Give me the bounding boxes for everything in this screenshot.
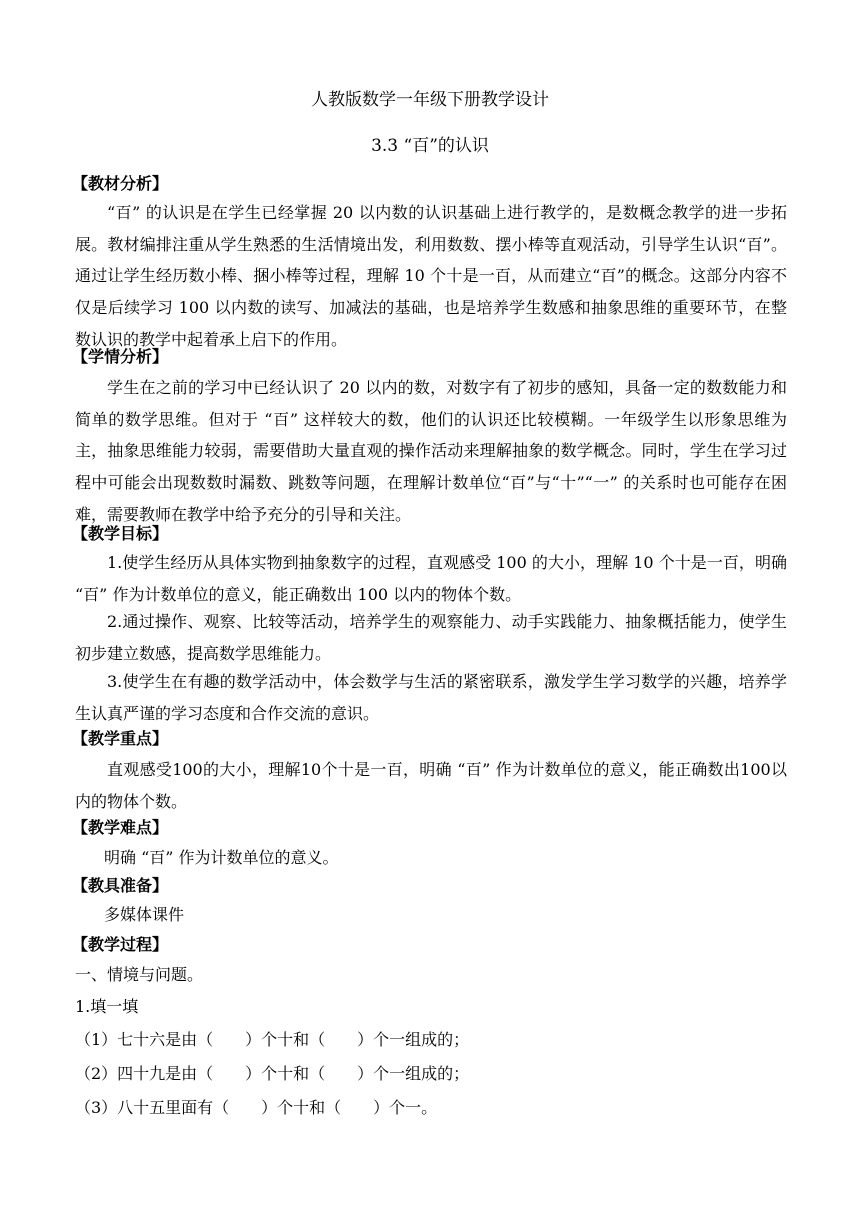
paragraph-student-analysis: 学生在之前的学习中已经认识了 20 以内的数，对数字有了初步的感知，具备一定的数数能力和简单的数学思维。但对于 “百” 这样较大的数，他们的认识还比较模糊。一年级学生以形象思维为主，抽象思维能力较弱，需要借助大量直观的操作活动来理解抽象的数学概念。同时，学生在学习过程中可能会出现数数时漏数、跳数等问题，在理解计数单位“百”与“十”“一” 的关系时也可能存在困难，需要教师在教学中给予充分的引导和关注。 (75, 378, 787, 524)
process-step-1: 一、情境与问题。 (75, 965, 204, 984)
fill-item-1: （1）七十六是由（ ）个十和（ ）个一组成的； (75, 1030, 470, 1049)
fill-item-3: （3）八十五里面有（ ）个十和（ ）个一。 (75, 1098, 438, 1117)
paragraph-materials: 多媒体课件 (104, 905, 185, 924)
process-task-1: 1.填一填 (75, 997, 139, 1016)
fill-item-2: （2）四十九是由（ ）个十和（ ）个一组成的； (75, 1064, 470, 1083)
document-title: 人教版数学一年级下册教学设计 (311, 90, 549, 110)
objective-item-3: 3.使学生在有趣的数学活动中，体会数学与生活的紧密联系，激发学生学习数学的兴趣，培养学生认真严谨的学习态度和合作交流的意识。 (75, 672, 787, 723)
heading-process: 【教学过程】 (72, 935, 169, 954)
heading-key-points: 【教学重点】 (72, 729, 169, 748)
heading-materials: 【教具准备】 (72, 876, 169, 895)
heading-objectives: 【教学目标】 (72, 524, 169, 543)
paragraph-textbook-analysis: “百” 的认识是在学生已经掌握 20 以内数的认识基础上进行教学的，是数概念教学的进一步拓展。教材编排注重从学生熟悉的生活情境出发，利用数数、摆小棒等直观活动，引导学生认识“百”。通过让学生经历数小棒、捆小棒等过程，理解 10 个十是一百，从而建立“百”的概念。这部分内容不仅是后续学习 100 以内数的读写、加减法的基础，也是培养学生数感和抽象思维的重要环节，在整数认识的教学中起着承上启下的作用。 (75, 203, 787, 349)
heading-textbook-analysis: 【教材分析】 (72, 174, 169, 193)
paragraph-key-points: 直观感受100的大小，理解10个十是一百，明确 “百” 作为计数单位的意义，能正确数出100以内的物体个数。 (75, 760, 787, 811)
document-subtitle: 3.3 “百”的认识 (371, 136, 489, 156)
heading-difficulties: 【教学难点】 (72, 818, 169, 837)
objective-item-1: 1.使学生经历从具体实物到抽象数字的过程，直观感受 100 的大小，理解 10 个十是一百，明确 “百” 作为计数单位的意义，能正确数出 100 以内的物体个数。 (75, 553, 787, 604)
objective-item-2: 2.通过操作、观察、比较等活动，培养学生的观察能力、动手实践能力、抽象概括能力，使学生初步建立数感，提高数学思维能力。 (75, 612, 787, 663)
paragraph-difficulties: 明确 “百” 作为计数单位的意义。 (104, 848, 339, 867)
heading-student-analysis: 【学情分析】 (72, 347, 169, 366)
